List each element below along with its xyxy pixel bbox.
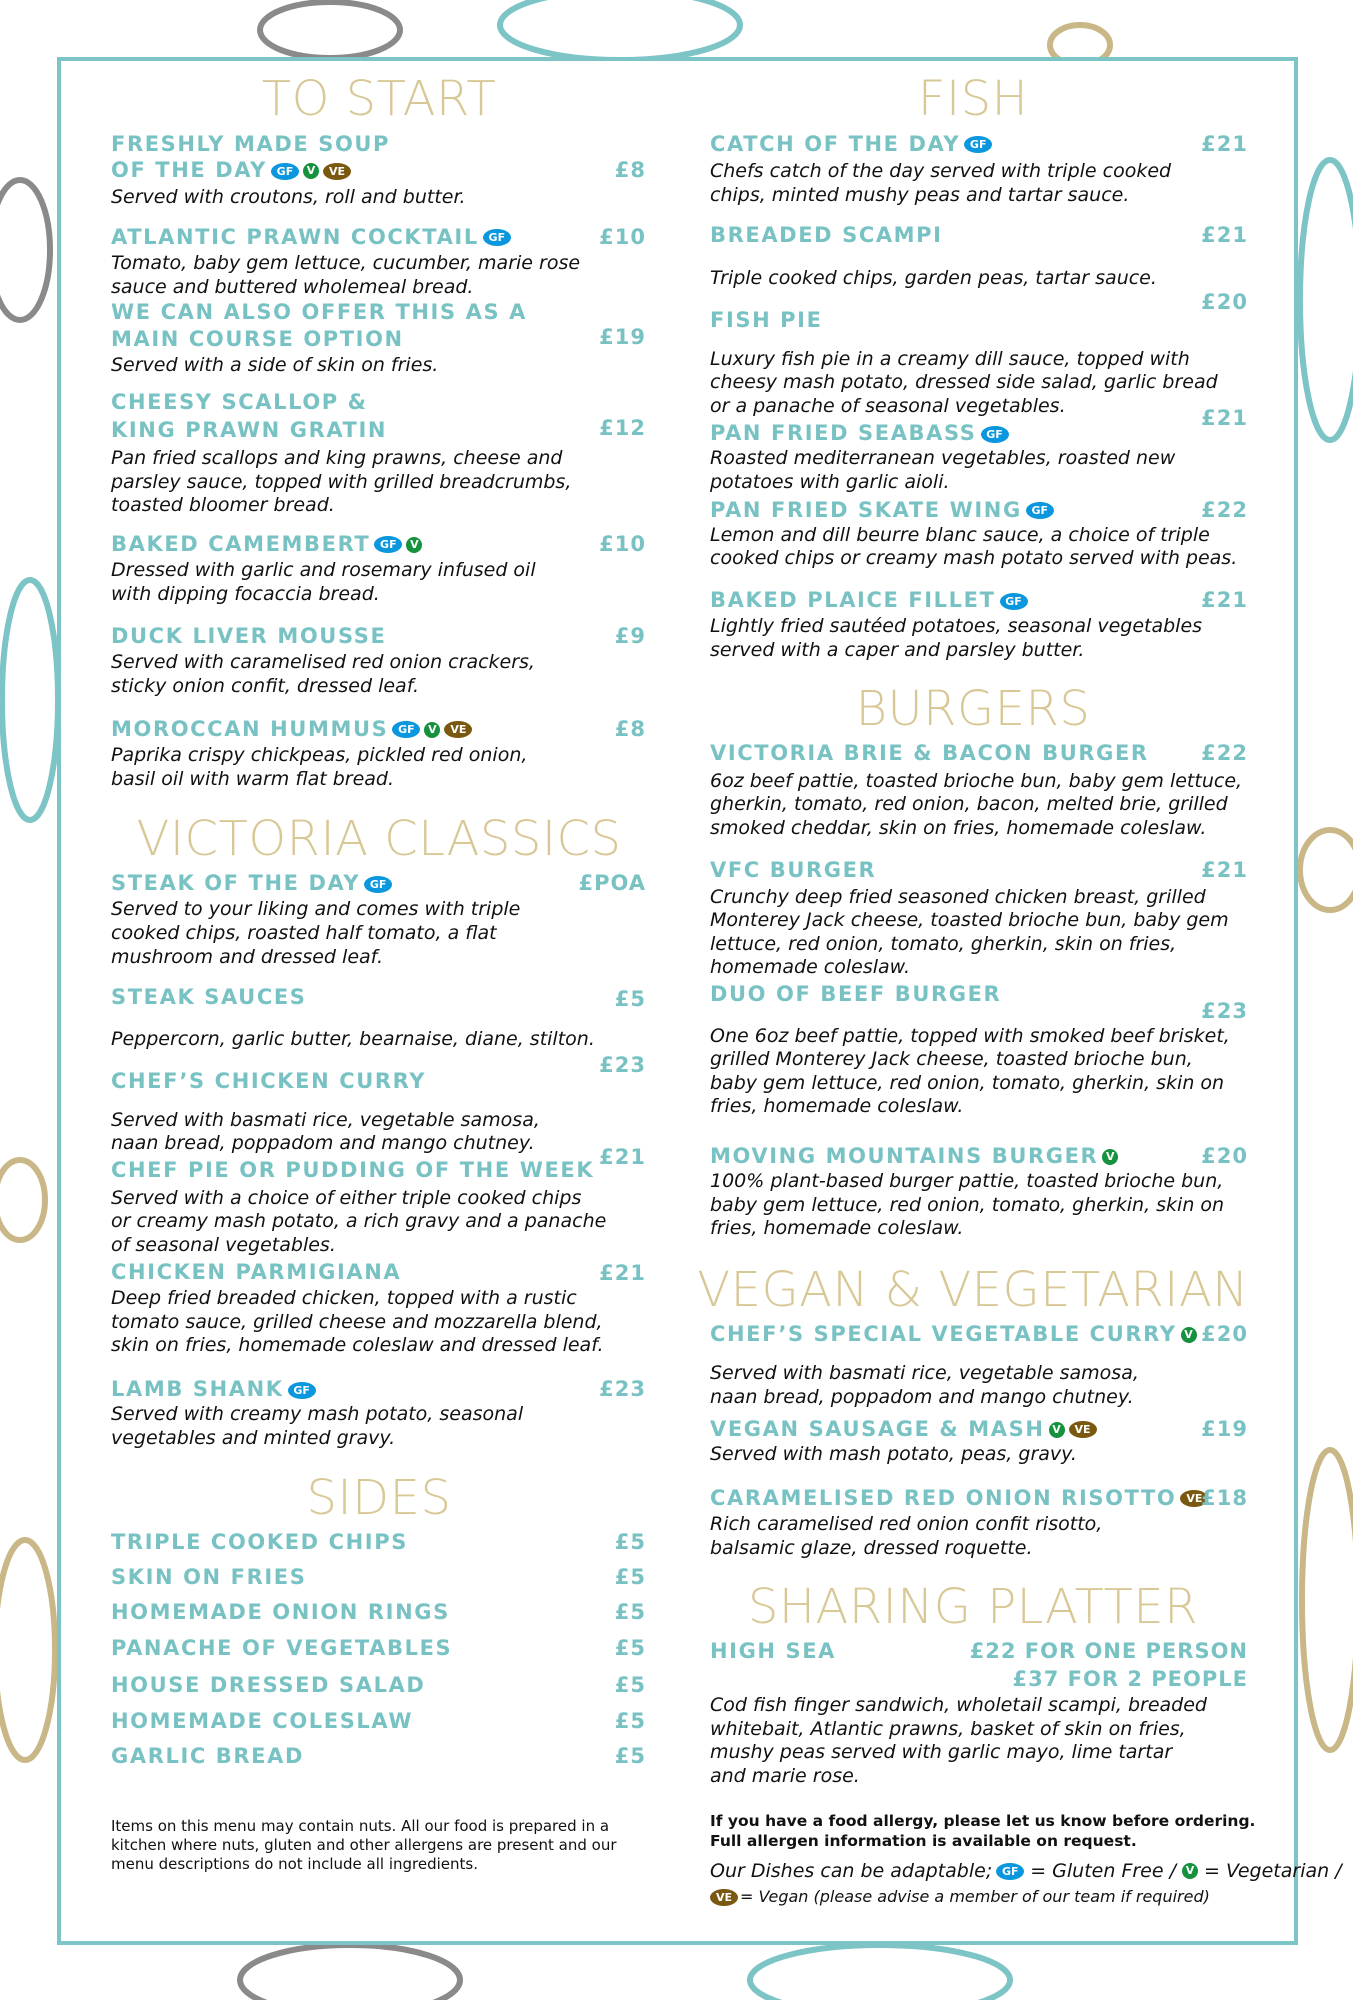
menu-item-price: £21 [599,1145,646,1170]
gf-badge-icon: GF [392,721,420,738]
menu-item-description: Served to your liking and comes with triple [111,898,521,921]
menu-item-description: One 6oz beef pattie, topped with smoked beef brisket, [710,1024,1230,1047]
menu-item-description: mushroom and dressed leaf. [111,945,384,968]
menu-item-name [710,740,1149,767]
menu-item-name-text: PAN FRIED SKATE WING [710,497,1022,522]
menu-item-price: £POA [578,871,646,896]
menu-item-name [111,157,351,184]
menu-item-description: whitebait, Atlantic prawns, basket of skin on fries, [710,1717,1186,1740]
menu-item-name-text: CHEF’S SPECIAL VEGETABLE CURRY [710,1322,1177,1347]
menu-item-name-text: ATLANTIC PRAWN COCKTAIL [111,224,479,249]
menu-item-name-text: PAN FRIED SEABASS [710,421,977,445]
menu-item-name [111,326,404,353]
menu-item-description: cooked chips or creamy mash potato served with peas. [710,547,1238,570]
menu-item-price: £10 [599,224,646,249]
menu-item-description: Served with basmati rice, vegetable samosa, [111,1108,540,1131]
menu-item-name-text: DUO OF BEEF BURGER [710,982,1002,1006]
menu-item-description: vegetables and minted gravy. [111,1426,396,1449]
section-heading: BURGERS [855,680,1091,737]
menu-item-description: skin on fries, homemade coleslaw and dressed leaf. [111,1334,604,1357]
menu-item-name-text: DUCK LIVER MOUSSE [111,623,387,648]
menu-item-name-text: WE CAN ALSO OFFER THIS AS A [111,299,527,324]
menu-item-name-text: CHEF’S CHICKEN CURRY [111,1068,427,1093]
menu-item-price: £8 [614,158,646,183]
menu-item-description: Triple cooked chips, garden peas, tartar sauce. [710,267,1157,290]
menu-item-description: fries, homemade coleslaw. [710,1217,964,1240]
menu-item-description: Served with croutons, roll and butter. [111,185,466,208]
menu-item-name-text: CARAMELISED RED ONION RISOTTO [710,1485,1177,1510]
menu-item-name-text: KING PRAWN GRATIN [111,418,388,443]
menu-item-name [710,497,1054,524]
v-badge-icon: V [1102,1149,1118,1165]
menu-item-description: lettuce, red onion, tomato, gherkin, skin on fries, [710,932,1177,955]
menu-item-name [710,420,1009,447]
menu-item-description: naan bread, poppadom and mango chutney. [710,1386,1134,1409]
section-heading: VEGAN & VEGETARIAN [697,1262,1249,1319]
menu-item-description: or creamy mash potato, a rich gravy and a panache [111,1210,607,1233]
menu-item-name-text: HOMEMADE ONION RINGS [111,1600,450,1625]
menu-item-price: £20 [1201,1143,1248,1168]
menu-item-price: £19 [1201,1416,1248,1441]
menu-item-description: Pan fried scallops and king prawns, cheese and [111,447,563,469]
menu-item-description: Rich caramelised red onion confit risotto, [710,1512,1103,1535]
menu-item-name-text: SKIN ON FRIES [111,1564,307,1589]
menu-item-name-text: STEAK SAUCES [111,984,307,1009]
v-badge-icon: V [1049,1422,1065,1438]
menu-item-name [710,857,876,884]
menu-item-price: £12 [599,415,646,440]
menu-item-price: £5 [614,987,646,1012]
allergen-note: menu descriptions do not include all ingredients. [111,1855,478,1874]
menu-item-description: Paprika crispy chickpeas, pickled red onion, [111,744,528,767]
menu-item-name-text: STEAK OF THE DAY [111,871,361,896]
menu-item-name-text: TRIPLE COOKED CHIPS [111,1530,408,1555]
ve-badge-icon: VE [323,163,351,180]
v-badge-icon: V [303,163,319,179]
legend-gluten-free: = Gluten Free / [1030,1859,1177,1882]
menu-item-price: £21 [1201,588,1248,613]
menu-item-price: £8 [614,716,646,741]
legend-vegan: = Vegan (please advise a member of our team if required) [740,1887,1210,1907]
menu-item-description: toasted bloomer bread. [111,494,335,517]
menu-item-name [111,1068,426,1095]
menu-item-name [111,1635,452,1662]
menu-item-description: Served with caramelised red onion crackers, [111,651,535,673]
section-heading: SHARING PLATTER [747,1578,1199,1635]
section-heading: FISH [917,71,1029,128]
menu-item-description: naan bread, poppadom and mango chutney. [111,1132,535,1155]
menu-item-name-text: CHEF PIE OR PUDDING OF THE WEEK [111,1157,595,1182]
allergen-note: kitchen where nuts, gluten and other allergens are present and our [111,1836,617,1855]
menu-item-name [111,299,527,326]
menu-item-description: Roasted mediterranean vegetables, roasted new [710,447,1176,469]
menu-item-name-text: BAKED PLAICE FILLET [710,588,996,613]
menu-item-name [111,1708,413,1735]
menu-item-description: cooked chips, roasted half tomato, a flat [111,921,497,944]
gf-badge-icon: GF [271,163,299,180]
menu-item-name-text: GARLIC BREAD [111,1744,304,1769]
menu-item-name [111,1376,316,1403]
menu-item-description: Dressed with garlic and rosemary infused oil [111,559,536,582]
menu-item-price: £5 [614,1564,646,1589]
menu-item-name-text: LAMB SHANK [111,1377,284,1402]
menu-item-name-text: PANACHE OF VEGETABLES [111,1636,453,1661]
section-heading: TO START [261,71,497,128]
menu-item-description: Chefs catch of the day served with triple cooked [710,160,1172,183]
menu-item-price: £23 [1201,998,1248,1023]
menu-item-name [710,1416,1097,1443]
menu-item-description: Luxury fish pie in a creamy dill sauce, topped with [710,347,1190,370]
menu-item-price: £20 [1201,1322,1248,1347]
v-badge-icon: V [424,722,440,738]
menu-item-name [111,1157,594,1184]
menu-item-description: parsley sauce, topped with grilled breadcrumbs, [111,470,572,493]
menu-item-name [111,870,392,897]
allergy-notice: If you have a food allergy, please let us know before ordering. [710,1811,1256,1830]
menu-item-description: sticky onion confit, dressed leaf. [111,674,420,697]
menu-item-price: £19 [599,325,646,350]
menu-item-description: Served with a side of skin on fries. [111,353,439,376]
menu-item-description: Served with mash potato, peas, gravy. [710,1442,1077,1465]
menu-item-name-text: BAKED CAMEMBERT [111,531,371,556]
menu-item-name-text: VICTORIA BRIE & BACON BURGER [710,741,1149,766]
menu-item-price: £22 [1201,497,1248,522]
menu-item-price: £5 [614,1744,646,1769]
ve-badge-icon: VE [1180,1490,1208,1507]
menu-item-description: sauce and buttered wholemeal bread. [111,275,474,298]
menu-item-description: balsamic glaze, dressed roquette. [710,1536,1033,1559]
menu-item-price: £20 [1201,289,1248,314]
menu-item-description: chips, minted mushy peas and tartar sauce. [710,183,1130,206]
ve-badge-icon: VE [1069,1421,1097,1438]
menu-item-name-text: MAIN COURSE OPTION [111,326,404,351]
menu-item-description: Cod fish finger sandwich, wholetail scampi, breaded [710,1693,1207,1716]
menu-item-name-text: FISH PIE [710,307,823,332]
menu-item-name-text: VFC BURGER [710,858,877,883]
menu-item-description: 100% plant-based burger pattie, toasted brioche bun, [710,1169,1224,1192]
menu-item-description: Tomato, baby gem lettuce, cucumber, marie rose [111,251,581,274]
menu-item-name [710,1638,836,1665]
allergy-notice: Full allergen information is available on request. [710,1832,1137,1851]
dietary-legend [710,1860,1342,1882]
menu-item-name [710,307,823,334]
menu-item-name [710,1485,1208,1512]
menu-item-description: Peppercorn, garlic butter, bearnaise, diane, stilton. [111,1028,595,1051]
gf-badge-icon: GF [288,1382,316,1399]
menu-item-name-text: OF THE DAY [111,158,267,183]
legend-intro: Our Dishes can be adaptable; [710,1859,993,1882]
menu-item-description: tomato sauce, grilled cheese and mozzarella blend, [111,1310,603,1333]
menu-item-name [111,1259,401,1286]
menu-item-name [710,1321,1197,1348]
menu-item-description: Served with a choice of either triple cooked chips [111,1186,582,1209]
menu-item-name-text: BREADED SCAMPI [710,223,943,248]
menu-item-name [111,131,390,158]
menu-item-description: baby gem lettuce, red onion, tomato, gherkin, skin on [710,1193,1225,1216]
gf-badge-icon: GF [996,1863,1024,1880]
menu-item-price: £37 FOR 2 PEOPLE [1012,1666,1248,1691]
menu-item-price: £10 [599,531,646,556]
menu-item-price: £21 [1201,131,1248,156]
menu-item-price: £21 [599,1261,646,1286]
v-badge-icon: V [406,537,422,553]
menu-item-description: Deep fried breaded chicken, topped with a rustic [111,1287,577,1310]
menu-item-name-text: VEGAN SAUSAGE & MASH [710,1416,1045,1441]
menu-item-description: homemade coleslaw. [710,956,911,979]
menu-item-name-text: MOVING MOUNTAINS BURGER [710,1143,1099,1168]
menu-item-name-text: MOROCCAN HUMMUS [111,716,389,741]
menu-item-name-text: FRESHLY MADE SOUP [111,131,391,156]
gf-badge-icon: GF [483,229,511,246]
menu-item-price: £22 FOR ONE PERSON [969,1638,1248,1663]
menu-item-name [111,531,422,558]
menu-item-description: or a panache of seasonal vegetables. [710,394,1066,417]
menu-item-name [111,389,368,416]
v-badge-icon: V [1181,1327,1197,1343]
menu-item-name [111,1743,304,1770]
menu-item-description: cheesy mash potato, dressed side salad, garlic bread [710,371,1218,394]
menu-item-price: £21 [1201,858,1248,883]
menu-item-price: £9 [614,623,646,648]
menu-item-price: £5 [614,1600,646,1625]
section-heading: SIDES [306,1470,452,1527]
menu-item-description: grilled Monterey Jack cheese, toasted brioche bun, [710,1048,1193,1071]
menu-item-description: Lemon and dill beurre blanc sauce, a choice of triple [710,523,1210,546]
menu-item-name-text: HIGH SEA [710,1638,837,1663]
menu-item-description: gherkin, tomato, red onion, bacon, melted brie, grilled [710,793,1228,816]
menu-item-description: smoked cheddar, skin on fries, homemade coleslaw. [710,816,1207,839]
gf-badge-icon: GF [364,876,392,893]
menu-item-description: 6oz beef pattie, toasted brioche bun, baby gem lettuce, [710,769,1243,792]
gf-badge-icon: GF [1000,593,1028,610]
v-badge-icon: V [1182,1863,1198,1879]
menu-item-description: baby gem lettuce, red onion, tomato, gherkin, skin on [710,1071,1225,1094]
menu-item-name [710,981,1001,1008]
menu-item-price: £21 [1201,405,1248,430]
menu-item-price: £5 [614,1530,646,1555]
menu-item-name [111,623,386,650]
menu-item-price: £23 [599,1377,646,1402]
menu-item-name [111,716,472,743]
menu-item-name [111,1529,408,1556]
gf-badge-icon: GF [964,136,992,153]
menu-item-description: Crunchy deep fried seasoned chicken breast, grilled [710,885,1206,908]
menu-item-price: £5 [614,1636,646,1661]
ve-badge-icon: VE [710,1889,738,1906]
menu-item-description: mushy peas served with garlic mayo, lime tartar [710,1741,1173,1764]
menu-item-description: Monterey Jack cheese, toasted brioche bun, baby gem [710,909,1229,932]
menu-item-price: £22 [1201,741,1248,766]
menu-item-description: potatoes with garlic aioli. [710,470,950,493]
menu-item-description: served with a caper and parsley butter. [710,638,1085,661]
menu-item-name-text: HOUSE DRESSED SALAD [111,1673,426,1698]
menu-item-name-text: CATCH OF THE DAY [710,131,961,156]
menu-item-name-text: CHICKEN PARMIGIANA [111,1259,402,1284]
menu-item-name-text: CHEESY SCALLOP & [111,390,368,415]
menu-item-description: of seasonal vegetables. [111,1233,336,1256]
menu-item-name [111,417,387,444]
legend-vegetarian: = Vegetarian / [1204,1859,1342,1882]
menu-item-description: Served with basmati rice, vegetable samosa, [710,1362,1139,1385]
menu-item-description: with dipping focaccia bread. [111,582,380,605]
menu-item-name [710,131,992,158]
menu-item-name [111,1599,450,1626]
ve-badge-icon: VE [444,721,472,738]
menu-item-name [710,1143,1118,1170]
gf-badge-icon: GF [1026,502,1054,519]
menu-item-price: £23 [599,1053,646,1078]
menu-item-price: £5 [614,1708,646,1733]
menu-item-description: and marie rose. [710,1764,860,1787]
menu-item-name [111,1672,425,1699]
vegan-legend [710,1887,1210,1906]
menu-item-price: £21 [1201,223,1248,248]
menu-item-name [710,587,1028,614]
menu-item-name [111,1564,306,1591]
gf-badge-icon: GF [374,536,402,553]
menu-item-description: Lightly fried sautéed potatoes, seasonal vegetables [710,615,1203,638]
menu-item-name [111,984,307,1011]
gf-badge-icon: GF [981,426,1009,443]
menu-item-description: fries, homemade coleslaw. [710,1095,964,1118]
menu-item-description: Served with creamy mash potato, seasonal [111,1403,524,1426]
menu-item-name-text: HOMEMADE COLESLAW [111,1708,414,1733]
section-heading: VICTORIA CLASSICS [136,810,622,867]
allergen-note: Items on this menu may contain nuts. All our food is prepared in a [111,1817,610,1836]
menu-item-description: basil oil with warm flat bread. [111,767,395,790]
menu-item-price: £18 [1201,1485,1248,1510]
menu-item-name [710,222,943,249]
menu-item-price: £5 [614,1673,646,1698]
menu-item-name [111,224,511,251]
